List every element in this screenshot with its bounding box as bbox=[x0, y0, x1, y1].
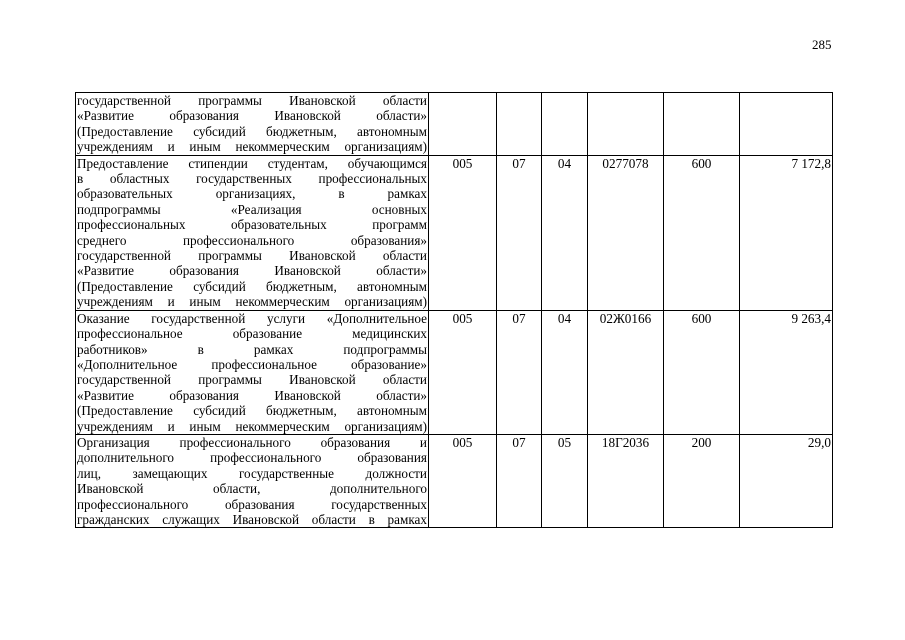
target-article-cell bbox=[588, 93, 664, 156]
target-article-cell: 18Г2036 bbox=[588, 434, 664, 527]
description-line: (Предоставление субсидий бюджетным, автономным bbox=[77, 403, 427, 419]
description-line: работников» в рамках подпрограммы bbox=[77, 341, 427, 357]
description-line: среднего профессионального образования» bbox=[77, 232, 427, 248]
section-code-cell: 07 bbox=[497, 310, 542, 434]
amount-cell: 9 263,4 bbox=[740, 310, 833, 434]
target-article-cell: 02Ж0166 bbox=[588, 310, 664, 434]
description-line: лиц, замещающих государственные должности bbox=[77, 465, 427, 481]
row-description bbox=[76, 310, 429, 434]
ministry-code-cell: 005 bbox=[429, 155, 497, 310]
row-description bbox=[76, 434, 429, 527]
row-description bbox=[76, 155, 429, 310]
description-line: профессионального образования государственных bbox=[77, 496, 427, 512]
page-number: 285 bbox=[812, 37, 832, 52]
table-body bbox=[76, 93, 833, 528]
description-line: гражданских служащих Ивановской области в рамках bbox=[77, 511, 427, 527]
expense-type-cell: 200 bbox=[664, 434, 740, 527]
subsection-code-cell bbox=[542, 93, 588, 156]
section-code-cell: 07 bbox=[497, 434, 542, 527]
description-line: профессиональных образовательных программ bbox=[77, 217, 427, 233]
table-row bbox=[76, 434, 833, 527]
description-line: учреждениям и иным некоммерческим организациям) bbox=[77, 294, 427, 310]
subsection-code-cell: 05 bbox=[542, 434, 588, 527]
table-row bbox=[76, 93, 833, 156]
description-line: учреждениям и иным некоммерческим организациям) bbox=[77, 418, 427, 434]
description-line: Ивановской области, дополнительного bbox=[77, 481, 427, 497]
description-line: государственной программы Ивановской области bbox=[77, 93, 427, 108]
description-line: «Дополнительное профессиональное образование» bbox=[77, 356, 427, 372]
ministry-code-cell bbox=[429, 93, 497, 156]
section-code-cell: 07 bbox=[497, 155, 542, 310]
section-code-cell bbox=[497, 93, 542, 156]
description-line: Предоставление стипендии студентам, обучающимся bbox=[77, 155, 427, 171]
table-row bbox=[76, 310, 833, 434]
description-line: подпрограммы «Реализация основных bbox=[77, 201, 427, 217]
expense-type-cell: 600 bbox=[664, 155, 740, 310]
subsection-code-cell: 04 bbox=[542, 310, 588, 434]
description-line: «Развитие образования Ивановской области» bbox=[77, 387, 427, 403]
description-line: Организация профессионального образования и bbox=[77, 434, 427, 450]
target-article-cell: 0277078 bbox=[588, 155, 664, 310]
description-line: (Предоставление субсидий бюджетным, автономным bbox=[77, 123, 427, 139]
table-row bbox=[76, 155, 833, 310]
expense-type-cell: 600 bbox=[664, 310, 740, 434]
description-line: «Развитие образования Ивановской области» bbox=[77, 108, 427, 124]
description-line: профессиональное образование медицинских bbox=[77, 326, 427, 342]
ministry-code-cell: 005 bbox=[429, 310, 497, 434]
amount-cell: 7 172,8 bbox=[740, 155, 833, 310]
amount-cell bbox=[740, 93, 833, 156]
description-line: государственной программы Ивановской области bbox=[77, 372, 427, 388]
row-description bbox=[76, 93, 429, 156]
description-line: учреждениям и иным некоммерческим организациям) bbox=[77, 139, 427, 155]
description-line: в областных государственных профессиональных bbox=[77, 171, 427, 187]
amount-cell: 29,0 bbox=[740, 434, 833, 527]
expense-type-cell bbox=[664, 93, 740, 156]
description-line: «Развитие образования Ивановской области» bbox=[77, 263, 427, 279]
description-line: (Предоставление субсидий бюджетным, автономным bbox=[77, 278, 427, 294]
subsection-code-cell: 04 bbox=[542, 155, 588, 310]
description-line: дополнительного профессионального образования bbox=[77, 450, 427, 466]
ministry-code-cell: 005 bbox=[429, 434, 497, 527]
description-line: Оказание государственной услуги «Дополнительное bbox=[77, 310, 427, 326]
budget-table bbox=[75, 92, 833, 528]
description-line: государственной программы Ивановской области bbox=[77, 248, 427, 264]
description-line: образовательных организациях, в рамках bbox=[77, 186, 427, 202]
